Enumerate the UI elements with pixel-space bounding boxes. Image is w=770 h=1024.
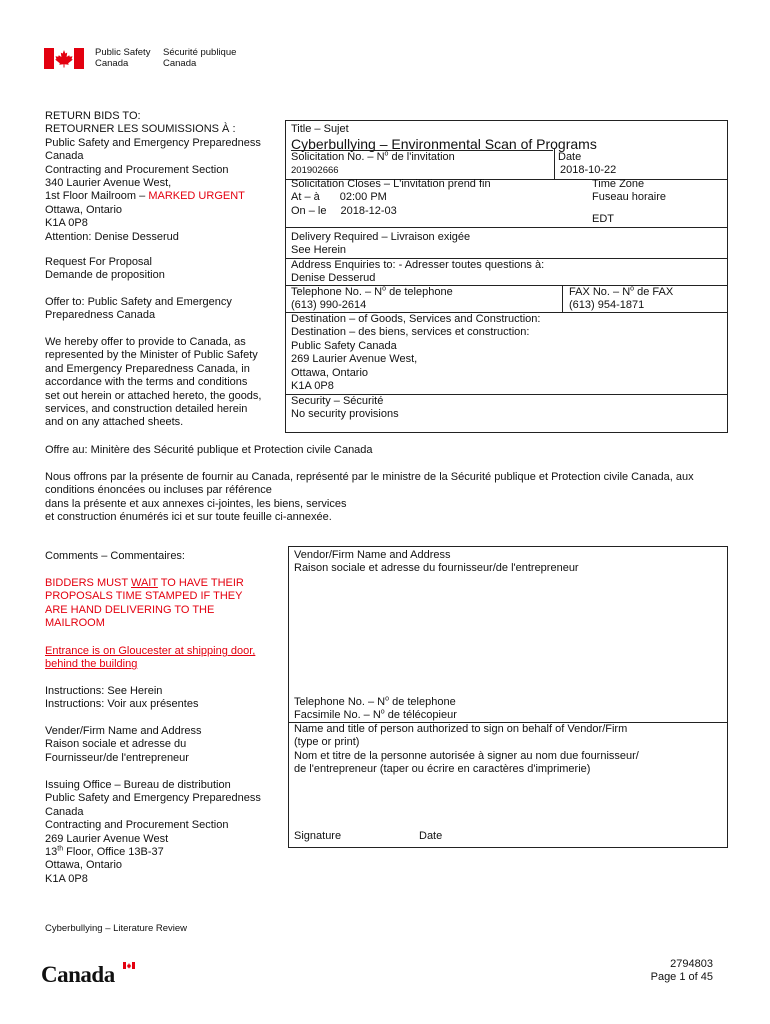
solicitation-date: 2018-10-22: [560, 164, 617, 177]
department-name-fr: Sécurité publique Canada: [163, 47, 237, 69]
signature-label: Signature: [294, 830, 342, 842]
wordmark-flag-icon: [123, 962, 135, 969]
solicitation-title: Cyberbullying – Environmental Scan of Programs: [291, 136, 597, 153]
telephone-number: (613) 990-2614: [291, 299, 367, 312]
bidders-notice: BIDDERS MUST WAIT TO HAVE THEIR PROPOSALS TIME STAMPED IF THEY ARE HAND DELIVERING TO THE MAILROOM: [45, 577, 244, 630]
closing-time: 02:00 PM: [339, 191, 387, 204]
instructions: Instructions: See Herein Instructions: Voir aux présentes: [45, 685, 199, 711]
vendor-box: Vendor/Firm Name and Address Raison sociale et adresse du fournisseur/de l'entrepreneur Telephone No. – $N^o$ de telephone Facsimile No. – $N^o$ de télécopieur Name and title of person authorized to sign on behalf of Vendor/Firm (type or print) Nom et titre de la personne autorisée à signer au nom due fournisseur/ de l'entrepreneur (taper ou écrire en caractères d'imprimerie) Signature Date: [288, 546, 728, 848]
solicitation-info-box: Title – Sujet Cyberbullying – Environmental Scan of Programs Solicitation No. – $N^o$ de l'invitation 201902666 Date 2018-10-22 Solicitation Closes – L'invitation prend fin At – à 02:00 PM On – le 2018-12-03 Time Zone Fuseau horaire EDT Delivery Required – Livraison exigée See Herein Address Enquiries to: - Adresser toutes questions à: Denise Desserud Telephone No. – $N^o$ de telephone (613) 990-2614 FAX No. – $N^o$ de FAX (613) 954-1871 Destination – of Goods, Services and Construction: Destination – des biens, services et construction: Public Safety Canada 269 Laurier Avenue West, Ottawa, Ontario K1A 0P8 Security – Sécurité No security provisions: [285, 120, 728, 433]
security-value: No security provisions: [291, 408, 399, 421]
footer-doc-title: Cyberbullying – Literature Review: [45, 923, 188, 934]
solicitation-number: 201902666: [291, 165, 339, 177]
offer-to: Offer to: Public Safety and Emergency Preparedness Canada: [45, 296, 232, 322]
issuing-office: Issuing Office – Bureau de distribution Public Safety and Emergency Preparedness Canada Contracting and Procurement Section 269 Laurier Avenue West 13th Floor, Office 13B-37 Ottawa, Ontario K1A 0P8: [45, 779, 261, 885]
canada-flag-icon: [44, 48, 84, 69]
return-bids-block: RETURN BIDS TO: RETOURNER LES SOUMISSIONS À : Public Safety and Emergency Preparedness Canada Contracting and Procurement Section 340 Laurier Avenue West, 1st Floor Mailroom – MARKED URGENT Ottawa, Ontario K1A 0P8 Attention: Denise Desserud: [45, 110, 280, 244]
footer-page-info: [651, 958, 713, 985]
entrance-notice: Entrance is on Gloucester at shipping door, behind the building: [45, 645, 256, 671]
return-bids-label: RETURN BIDS TO:: [45, 110, 141, 122]
page-number: Page 1 of 45: [650, 971, 713, 984]
canada-wordmark: Canada: [41, 962, 115, 988]
attention-contact: Attention: Denise Desserud: [45, 230, 179, 243]
department-name-en: Public Safety Canada: [95, 47, 151, 69]
fax-number: (613) 954-1871: [569, 299, 645, 312]
offre-au-text: Offre au: Minitère des Sécurité publique et Protection civile Canada: [45, 444, 373, 456]
title-label: Title – Sujet: [291, 123, 349, 135]
comments-label: Comments – Commentaires:: [45, 550, 185, 562]
rfp-label: Request For Proposal Demande de proposition: [45, 256, 165, 282]
marked-urgent-text: MARKED URGENT: [148, 190, 245, 203]
hereby-offer-text: We hereby offer to provide to Canada, as represented by the Minister of Public Safety and Emergency Preparedness Canada, in accordance with the terms and conditions set out herein or attached hereto, the goods, services, and construction detailed herein and on any attached sheets.: [45, 336, 262, 429]
closing-date: 2018-12-03: [340, 204, 397, 217]
destination-block: Destination – of Goods, Services and Construction: Destination – des biens, services et construction: Public Safety Canada 269 Laurier Avenue West, Ottawa, Ontario K1A 0P8: [291, 313, 541, 393]
enquiries-contact: Denise Desserud: [291, 272, 376, 285]
vendor-label-left: Vender/Firm Name and Address Raison sociale et adresse du Fournisseur/de l'entrepreneur: [45, 725, 202, 764]
signature-date-label: Date: [419, 830, 443, 842]
time-zone: EDT: [592, 212, 614, 225]
document-number: 2794803: [670, 958, 713, 970]
nous-offrons-text: Nous offrons par la présente de fournir au Canada, représenté par le ministre de la Sécurité publique et Protection civile Canada, aux conditions énoncées ou incluses par référence dans la présente et aux annexes ci-jointes, les biens, services et construction énumérés ici et sur toute feuille ci-annexée.: [45, 471, 694, 524]
